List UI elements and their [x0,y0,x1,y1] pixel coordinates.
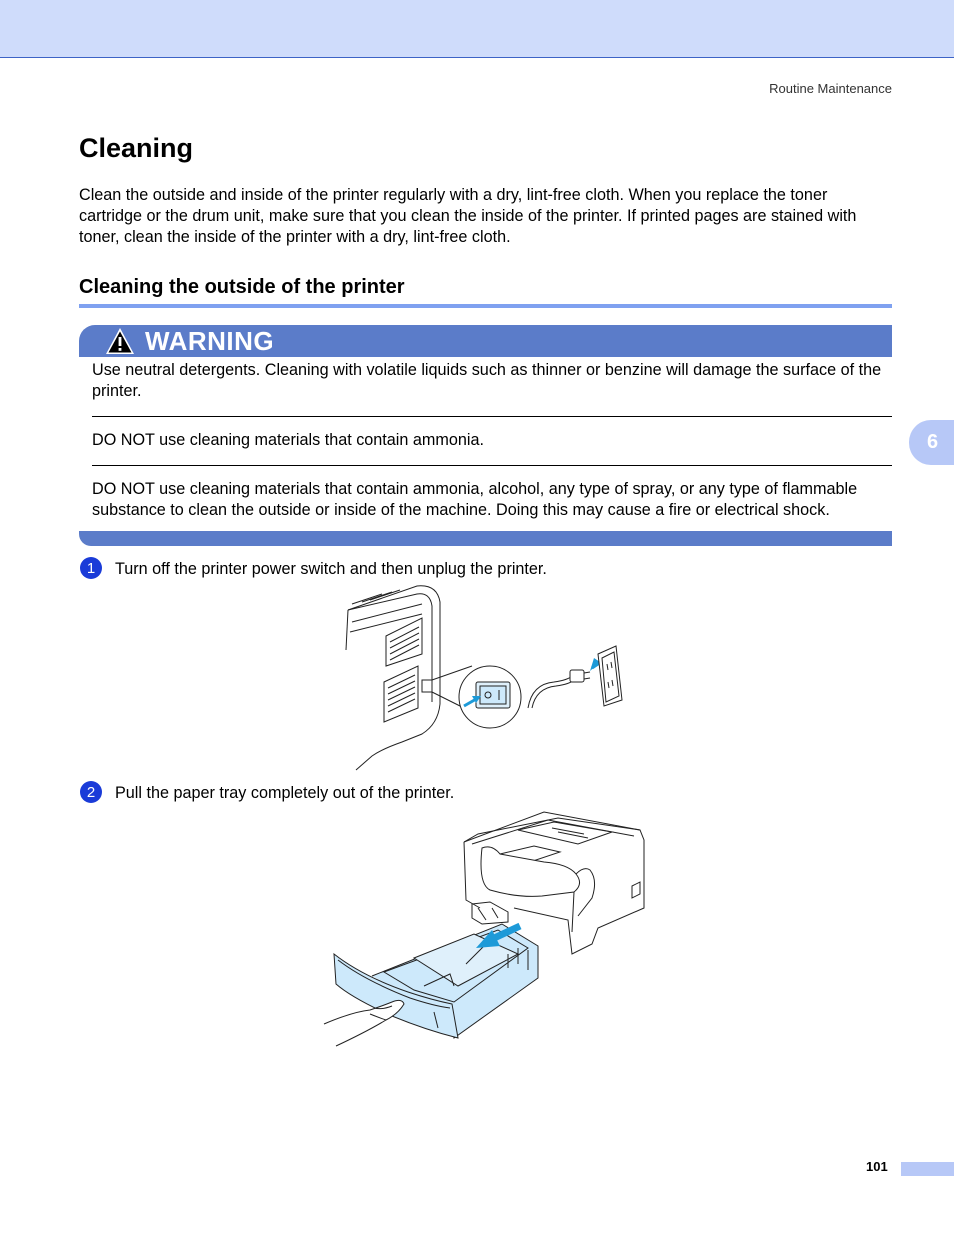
warning-label: WARNING [145,325,275,356]
warning-bottom-bar [79,531,892,546]
warning-triangle-icon [105,327,135,355]
warning-item: DO NOT use cleaning materials that contain ammonia. [92,431,484,449]
page-title: Cleaning [79,133,194,163]
warning-item: DO NOT use cleaning materials that contain ammonia, alcohol, any type of spray, or any type of flammable substance to clean the outside or inside of the machine. Doing this may cause a fire or electrical shock. [92,480,858,519]
paper-tray-illustration [322,808,652,1048]
section-rule [79,304,892,308]
step-1-text: Turn off the printer power switch and then unplug the printer. [115,560,547,578]
warning-banner [79,325,892,357]
step-2-number: 2 [80,781,102,803]
page-number: 101 [866,1159,888,1174]
power-switch-illustration [322,584,632,774]
chapter-tab: 6 [909,420,954,465]
step-2-text: Pull the paper tray completely out of the printer. [115,784,455,802]
running-head: Routine Maintenance [769,81,892,96]
section-title: Cleaning the outside of the printer [79,276,405,298]
intro-paragraph: Clean the outside and inside of the printer regularly with a dry, lint-free cloth. When you replace the toner cartridge or the drum unit, make sure that you clean the inside of the printer. If printed pages are stained with toner, clean the inside of the printer with a dry, lint-free cloth. [79,186,857,246]
step-1-number: 1 [80,557,102,579]
header-band [0,0,954,58]
page-number-tab [901,1162,954,1176]
warning-item: Use neutral detergents. Cleaning with volatile liquids such as thinner or benzine will damage the surface of the printer. [92,361,882,400]
warning-divider [92,465,892,466]
warning-divider [92,416,892,417]
